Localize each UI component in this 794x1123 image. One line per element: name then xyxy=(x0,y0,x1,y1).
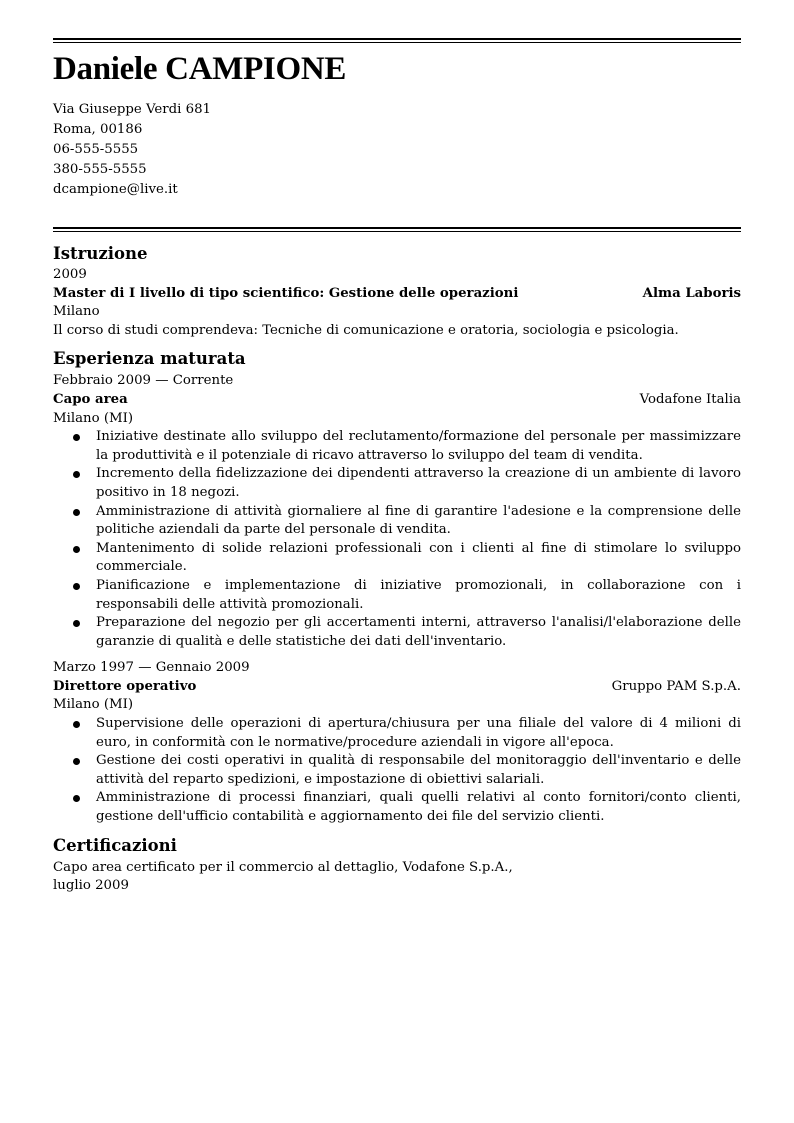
experience-title: Esperienza maturata xyxy=(53,349,246,369)
job-dates: Marzo 1997 — Gennaio 2009 xyxy=(53,660,250,676)
list-item: Amministrazione di processi finanziari, quali quelli relativi al conto fornitori/conto clienti, gestione dell'ufficio contabilità e aggiornamento dei file del servizio clienti. xyxy=(53,789,741,826)
list-item: Pianificazione e implementazione di iniziative promozionali, in collaborazione con i responsabili delle attività promozionali. xyxy=(53,577,741,614)
top-divider xyxy=(53,38,741,43)
list-item: Mantenimento di solide relazioni professionali con i clienti al fine di stimolare lo sviluppo commerciale. xyxy=(53,540,741,577)
bullet-icon xyxy=(73,620,80,627)
contact-block xyxy=(53,100,741,200)
bullet-icon xyxy=(73,434,80,441)
address-line-1: Via Giuseppe Verdi 681 xyxy=(53,102,212,117)
job-bullet-list xyxy=(53,428,741,651)
certifications-title: Certificazioni xyxy=(53,835,177,855)
education-section xyxy=(53,243,741,340)
bullet-icon xyxy=(73,509,80,516)
job-company: Gruppo PAM S.p.A. xyxy=(611,678,741,694)
bullet-icon xyxy=(73,758,80,765)
job-role: Direttore operativo xyxy=(53,678,197,694)
bullet-icon xyxy=(73,471,80,478)
phone-landline: 06-555-5555 xyxy=(53,142,139,157)
education-degree-row xyxy=(53,285,741,304)
list-item: Amministrazione di attività giornaliere al fine di garantire l'adesione e la comprensione delle politiche aziendali da parte del personale di vendita. xyxy=(53,503,741,540)
job-role-row xyxy=(53,391,741,410)
job-company: Vodafone Italia xyxy=(639,391,741,407)
education-year: 2009 xyxy=(53,267,87,282)
bullet-icon xyxy=(73,721,80,728)
job-location: Milano (MI) xyxy=(53,410,134,426)
resume-page xyxy=(53,38,741,896)
bullet-icon xyxy=(73,795,80,802)
list-item: Gestione dei costi operativi in qualità di responsabile del monitoraggio dell'inventario e delle attività del reparto spedizioni, e impostazione di obiettivi salariali. xyxy=(53,752,741,789)
candidate-name: Daniele CAMPIONE xyxy=(53,51,347,87)
bullet-icon xyxy=(73,583,80,590)
education-school: Alma Laboris xyxy=(642,285,741,301)
job-role-row xyxy=(53,678,741,697)
phone-mobile: 380-555-5555 xyxy=(53,162,147,177)
header-divider xyxy=(53,227,741,232)
bullet-icon xyxy=(73,546,80,553)
job-bullet-list xyxy=(53,715,741,827)
education-description: Il corso di studi comprendeva: Tecniche di comunicazione e oratoria, sociologia e psicologia. xyxy=(53,322,679,338)
job-role: Capo area xyxy=(53,391,128,407)
list-item: Incremento della fidelizzazione dei dipendenti attraverso la creazione di un ambiente di lavoro positivo in 18 negozi. xyxy=(53,465,741,502)
certification-line-1: Capo area certificato per il commercio al dettaglio, Vodafone S.p.A., xyxy=(53,859,513,875)
list-item: Supervisione delle operazioni di apertura/chiusura per una filiale del valore di 4 milioni di euro, in conformità con le normative/procedure aziendali in vigore all'epoca. xyxy=(53,715,741,752)
education-title: Istruzione xyxy=(53,244,148,263)
education-degree: Master di I livello di tipo scientifico: Gestione delle operazioni xyxy=(53,285,519,301)
certification-line-2: luglio 2009 xyxy=(53,878,129,894)
experience-section xyxy=(53,348,741,826)
job-entry xyxy=(53,372,741,651)
list-item: Preparazione del negozio per gli accertamenti interni, attraverso l'analisi/l'elaborazione delle garanzie di qualità e delle statistiche dei dati dell'inventario. xyxy=(53,614,741,651)
job-location: Milano (MI) xyxy=(53,697,134,713)
job-entry xyxy=(53,659,741,826)
certifications-section xyxy=(53,835,741,896)
list-item: Iniziative destinate allo sviluppo del reclutamento/formazione del personale per massimizzare la produttività e il potenziale di ricavo attraverso lo sviluppo del team di vendita. xyxy=(53,428,741,465)
address-line-2: Roma, 00186 xyxy=(53,122,143,137)
job-dates: Febbraio 2009 — Corrente xyxy=(53,373,234,389)
education-city: Milano xyxy=(53,304,100,320)
email-address: dcampione@live.it xyxy=(53,182,178,197)
